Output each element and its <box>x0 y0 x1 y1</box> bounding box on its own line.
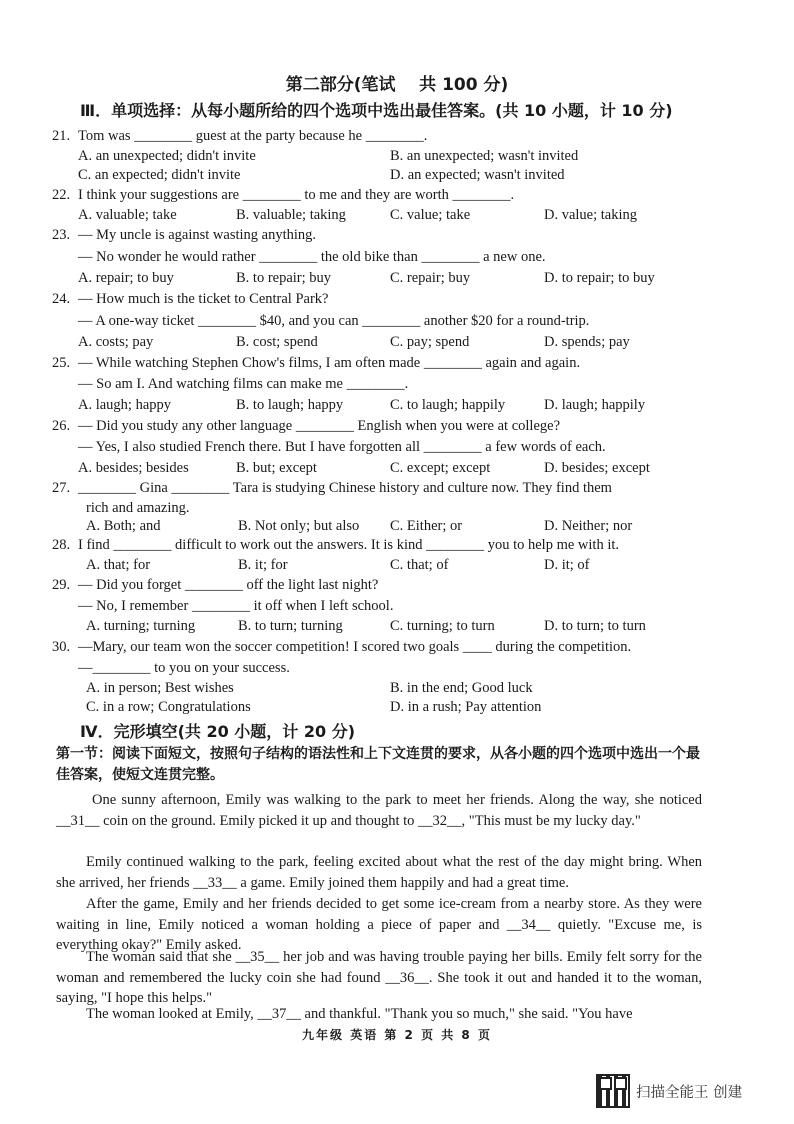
option-c: C. to laugh; happily <box>390 397 506 413</box>
option-b: B. it; for <box>238 557 288 573</box>
watermark-text: 扫描全能王 创建 <box>636 1084 743 1101</box>
question-stem: — Yes, I also studied French there. But I have forgotten all ________ a few words of each. <box>78 439 606 455</box>
question-stem: — Did you forget ________ off the light last night? <box>78 577 379 593</box>
option-c: C. except; except <box>390 460 491 476</box>
question-stem: —________ to you on your success. <box>78 660 290 676</box>
passage-paragraph-3: After the game, Emily and her friends decided to get some ice-cream from a nearby store. As they were waiting in line, Emily noticed a woman holding a piece of paper and __34__ quietly. "Excuse me, is everything okay?" Emily asked. <box>56 896 702 954</box>
question-number: 27. <box>52 480 71 496</box>
option-b: B. to repair; buy <box>236 270 332 286</box>
page-footer: 九年级 英语 第 2 页 共 8 页 <box>302 1028 492 1042</box>
question-stem: I find ________ difficult to work out the answers. It is kind ________ you to help me with it. <box>78 537 620 553</box>
question-number: 25. <box>52 355 71 371</box>
option-c: C. pay; spend <box>390 334 470 350</box>
option-a: A. turning; turning <box>86 618 196 634</box>
option-d: D. an expected; wasn't invited <box>390 167 565 183</box>
part-title: 第二部分(笔试 共 100 分) <box>285 75 509 95</box>
scanner-watermark <box>596 1074 742 1108</box>
question-number: 24. <box>52 291 71 307</box>
passage-paragraph-1: One sunny afternoon, Emily was walking to the park to meet her friends. Along the way, she noticed __31__ coin on the ground. Emily picked it up and thought to __32__, "This must be my lucky day." <box>56 792 702 829</box>
option-c: C. value; take <box>390 207 471 223</box>
section-3-heading: Ⅲ．单项选择：从每小题所给的四个选项中选出最佳答案。(共 10 小题，计 10 分) <box>80 101 673 120</box>
question-number: 30. <box>52 639 71 655</box>
question-number: 26. <box>52 418 71 434</box>
option-c: C. that; of <box>390 557 449 573</box>
question-stem: — A one-way ticket ________ $40, and you can ________ another $20 for a round-trip. <box>78 313 590 329</box>
option-c: C. Either; or <box>390 518 463 534</box>
option-b: B. to turn; turning <box>238 618 343 634</box>
option-d: D. Neither; nor <box>544 518 633 534</box>
option-d: D. to repair; to buy <box>544 270 655 286</box>
question-stem: ________ Gina ________ Tara is studying Chinese history and culture now. They find them <box>78 480 612 496</box>
question-stem: — So am I. And watching films can make me ________. <box>78 376 409 392</box>
option-b: B. Not only; but also <box>238 518 360 534</box>
option-b: B. cost; spend <box>236 334 318 350</box>
question-stem: rich and amazing. <box>86 500 190 516</box>
option-a: A. laugh; happy <box>78 397 172 413</box>
section-4-instructions: 第一节：阅读下面短文，按照句子结构的语法性和上下文连贯的要求，从各小题的四个选项中选出一个最佳答案，使短文连贯完整。 <box>56 746 700 783</box>
option-c: C. turning; to turn <box>390 618 495 634</box>
option-d: D. value; taking <box>544 207 638 223</box>
question-stem: — Did you study any other language ________ English when you were at college? <box>78 418 561 434</box>
option-c: C. in a row; Congratulations <box>86 699 251 715</box>
question-stem: — No, I remember ________ it off when I left school. <box>78 598 394 614</box>
question-stem: —Mary, our team won the soccer competition! I scored two goals ____ during the competition. <box>78 639 632 655</box>
question-number: 23. <box>52 227 71 243</box>
option-a: A. repair; to buy <box>78 270 174 286</box>
question-stem: Tom was ________ guest at the party because he ________. <box>78 128 428 144</box>
option-a: A. that; for <box>86 557 151 573</box>
option-c: C. an expected; didn't invite <box>78 167 241 183</box>
passage-paragraph-5: The woman looked at Emily, __37__ and thankful. "Thank you so much," she said. "You have <box>86 1006 633 1022</box>
question-number: 21. <box>52 128 71 144</box>
passage-paragraph-2: Emily continued walking to the park, feeling excited about what the rest of the day might bring. When she arrived, her friends __33__ a game. Emily joined them happily and had a great time. <box>56 854 702 891</box>
question-number: 22. <box>52 187 71 203</box>
option-d: D. in a rush; Pay attention <box>390 699 542 715</box>
question-stem: — While watching Stephen Chow's films, I am often made ________ again and again. <box>78 355 581 371</box>
option-b: B. an unexpected; wasn't invited <box>390 148 579 164</box>
option-a: A. besides; besides <box>78 460 189 476</box>
option-a: A. costs; pay <box>78 334 154 350</box>
question-number: 28. <box>52 537 71 553</box>
passage-paragraph-4: The woman said that she __35__ her job and was having trouble paying her bills. Emily felt sorry for the woman and remembered the lucky coin she had found __36__. She took it out and handed it to the woman, saying, "I hope this helps." <box>56 949 702 1007</box>
option-d: D. laugh; happily <box>544 397 646 413</box>
option-a: A. in person; Best wishes <box>86 680 234 696</box>
question-stem: — No wonder he would rather ________ the old bike than ________ a new one. <box>78 249 546 265</box>
option-b: B. in the end; Good luck <box>390 680 533 696</box>
option-d: D. besides; except <box>544 460 650 476</box>
question-stem: — My uncle is against wasting anything. <box>78 227 317 243</box>
option-d: D. it; of <box>544 557 590 573</box>
option-a: A. Both; and <box>86 518 161 534</box>
question-number: 29. <box>52 577 71 593</box>
option-d: D. to turn; to turn <box>544 618 646 634</box>
question-stem: I think your suggestions are ________ to me and they are worth ________. <box>78 187 515 203</box>
option-b: B. but; except <box>236 460 317 476</box>
option-b: B. valuable; taking <box>236 207 346 223</box>
option-d: D. spends; pay <box>544 334 630 350</box>
question-stem: — How much is the ticket to Central Park? <box>78 291 329 307</box>
qr-code-icon <box>596 1074 630 1108</box>
option-b: B. to laugh; happy <box>236 397 344 413</box>
section-4-heading: Ⅳ．完形填空(共 20 小题，计 20 分) <box>80 722 356 741</box>
option-c: C. repair; buy <box>390 270 471 286</box>
option-a: A. valuable; take <box>78 207 177 223</box>
option-a: A. an unexpected; didn't invite <box>78 148 256 164</box>
